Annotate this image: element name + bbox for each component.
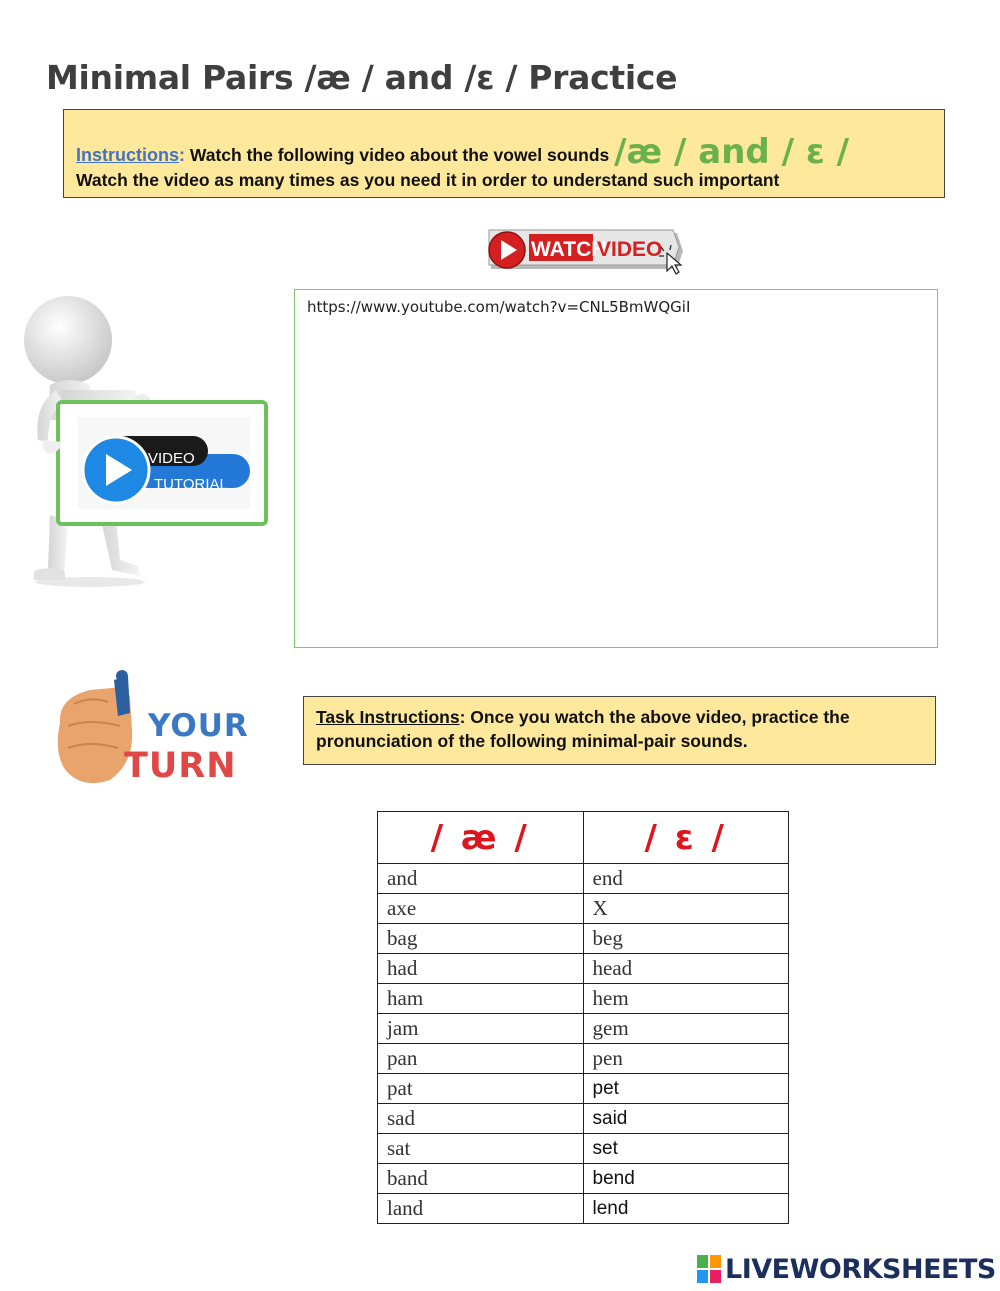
word-ae: pat <box>378 1074 584 1104</box>
video-tutorial-figure <box>20 290 272 590</box>
task-instructions-box <box>303 696 936 765</box>
your-text: YOUR <box>148 708 249 744</box>
word-epsilon: beg <box>583 924 789 954</box>
instructions-line-2: Watch the video as many times as you need it in order to understand such important <box>76 170 780 190</box>
liveworksheets-logo[interactable] <box>697 1254 996 1284</box>
table-row <box>378 984 789 1014</box>
video-label: VIDEO <box>597 238 663 261</box>
video-url[interactable]: https://www.youtube.com/watch?v=CNL5BmWQGiI <box>307 298 691 316</box>
word-epsilon: bend <box>583 1164 789 1194</box>
word-ae: bag <box>378 924 584 954</box>
sign-tutorial-text: TUTORIAL <box>154 476 228 493</box>
table-row <box>378 1104 789 1134</box>
word-ae: sad <box>378 1104 584 1134</box>
vowel-symbols: /æ / and / ɛ / <box>614 132 850 172</box>
minimal-pairs-table <box>377 811 789 1224</box>
word-epsilon: hem <box>583 984 789 1014</box>
instructions-text: Watch the following video about the vowel sounds <box>185 145 615 165</box>
task-text: : Once you watch the above video, practice the pronunciation of the following minimal-pair sounds. <box>316 707 850 751</box>
word-ae: and <box>378 864 584 894</box>
table-row <box>378 1134 789 1164</box>
header-ae: / æ / <box>378 812 584 864</box>
watch-label: WATCH <box>531 238 607 261</box>
task-label: Task Instructions <box>316 707 460 727</box>
table-row <box>378 1074 789 1104</box>
word-epsilon: X <box>583 894 789 924</box>
word-epsilon: pet <box>583 1074 789 1104</box>
word-ae: axe <box>378 894 584 924</box>
word-ae: band <box>378 1164 584 1194</box>
live-blocks-icon <box>697 1255 721 1283</box>
page-title: Minimal Pairs /æ / and /ɛ / Practice <box>46 58 678 97</box>
video-embed-box[interactable] <box>294 289 938 648</box>
word-epsilon: head <box>583 954 789 984</box>
brand-name: LIVEWORKSHEETS <box>725 1253 996 1285</box>
table-row <box>378 1044 789 1074</box>
instructions-label: Instructions <box>76 145 180 165</box>
word-ae: ham <box>378 984 584 1014</box>
instructions-colon: : <box>179 145 186 165</box>
table-row <box>378 1014 789 1044</box>
word-epsilon: set <box>583 1134 789 1164</box>
word-ae: had <box>378 954 584 984</box>
word-epsilon: end <box>583 864 789 894</box>
table-row <box>378 1194 789 1224</box>
word-epsilon: said <box>583 1104 789 1134</box>
word-epsilon: lend <box>583 1194 789 1224</box>
table-row <box>378 894 789 924</box>
table-row <box>378 1164 789 1194</box>
table-row <box>378 924 789 954</box>
header-epsilon: / ɛ / <box>583 812 789 864</box>
table-row <box>378 864 789 894</box>
word-ae: jam <box>378 1014 584 1044</box>
instructions-line-1 <box>76 132 849 172</box>
your-turn-graphic <box>50 668 255 793</box>
table-header-row <box>378 812 789 864</box>
word-ae: pan <box>378 1044 584 1074</box>
table-row <box>378 954 789 984</box>
word-epsilon: pen <box>583 1044 789 1074</box>
word-epsilon: gem <box>583 1014 789 1044</box>
watch-video-button[interactable] <box>485 225 690 277</box>
turn-text: TURN <box>124 746 237 786</box>
word-ae: sat <box>378 1134 584 1164</box>
instructions-box <box>63 109 945 198</box>
word-ae: land <box>378 1194 584 1224</box>
sign-video-text: VIDEO <box>148 450 195 467</box>
